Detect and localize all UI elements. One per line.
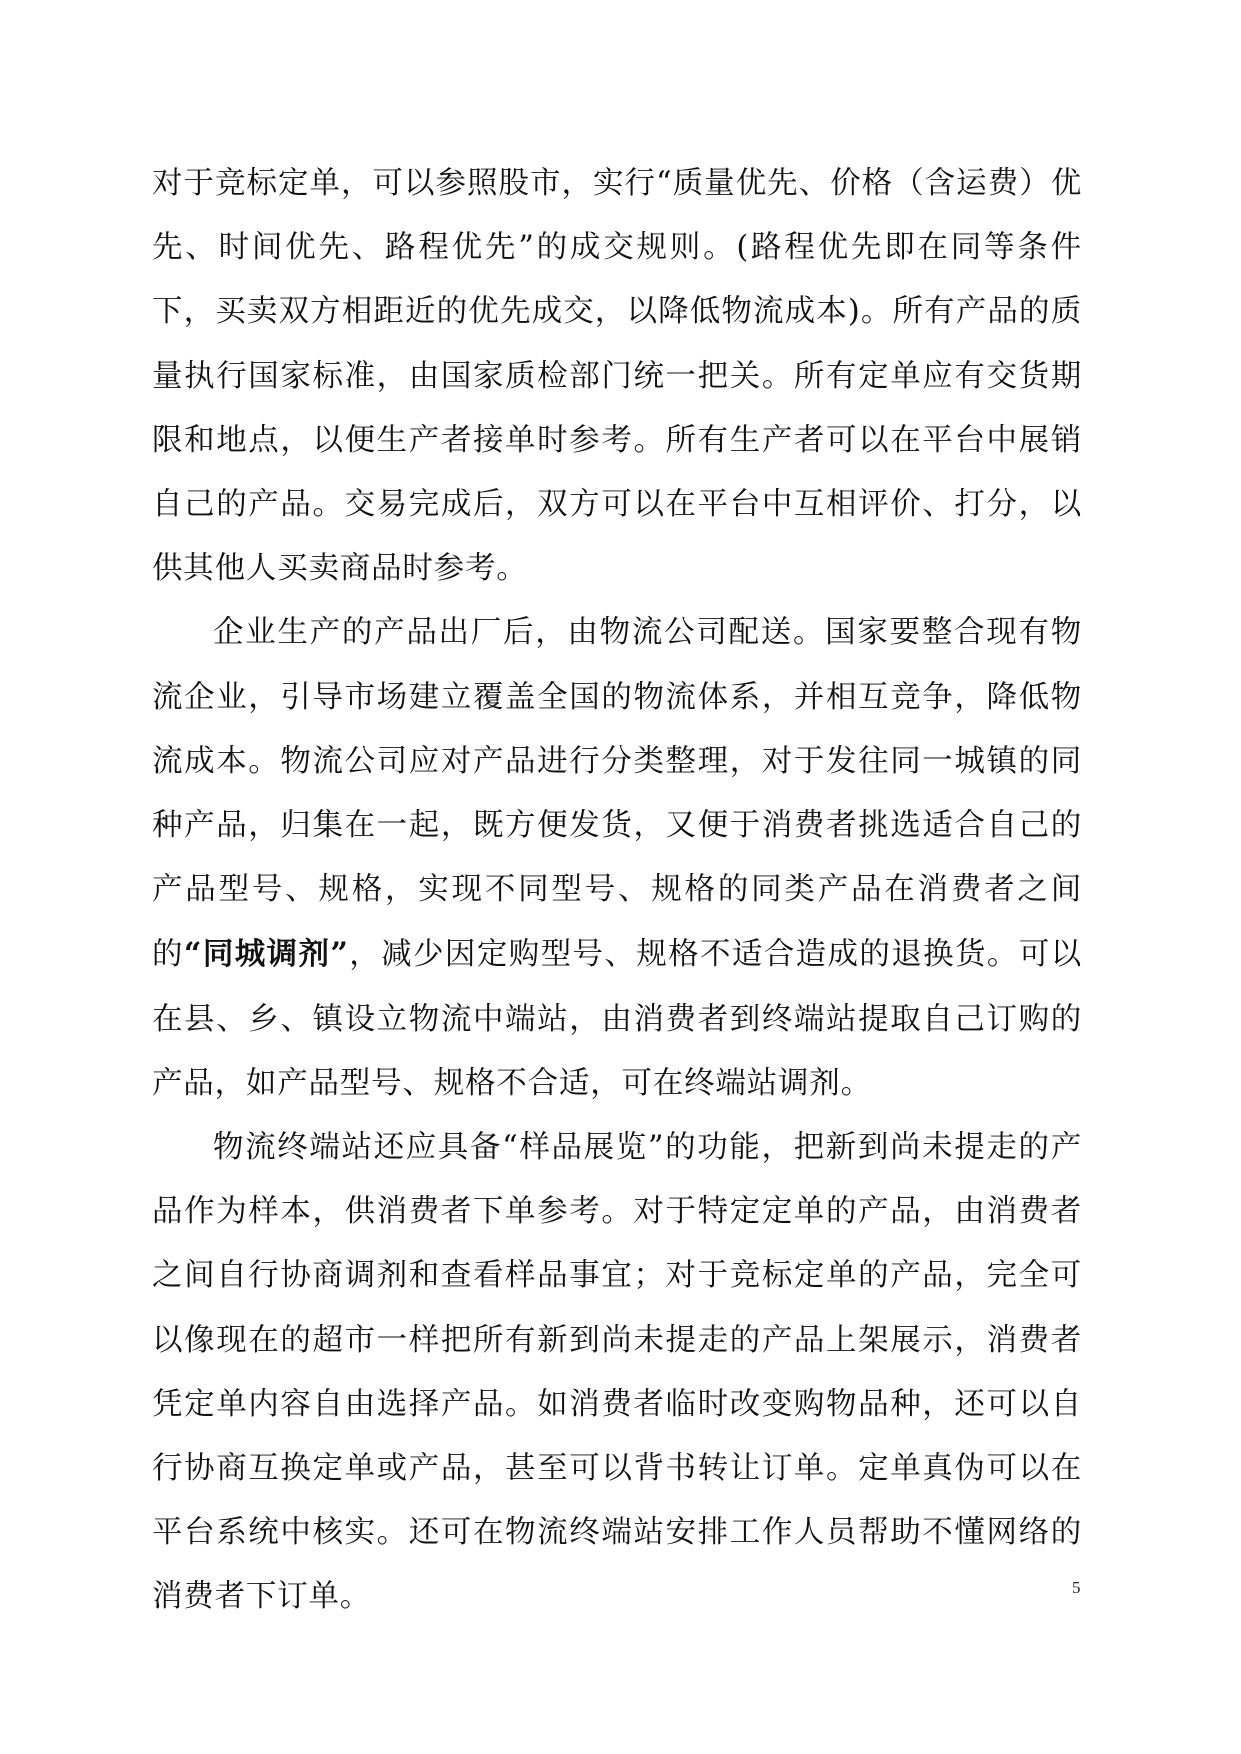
paragraph-3: 物流终端站还应具备“样品展览”的功能，把新到尚未提走的产品作为样本，供消费者下单参考。对于特定定单的产品，由消费者之间自行协商调剂和查看样品事宜；对于竞标定单的产品，完全可以像现在的超市一样把所有新到尚未提走的产品上架展示，消费者凭定单内容自由选择产品。如消费者临时改变购物品种，还可以自行协商互换定单或产品，甚至可以背书转让订单。定单真伪可以在平台系统中核实。还可在物流终端站安排工作人员帮助不懂网络的消费者下订单。 [152,1130,1082,1615]
paragraph-2-text-after: ，减少因定购型号、规格不适合造成的退换货。可以在县、乡、镇设立物流中端站，由消费者到终端站提取自己订购的产品，如产品型号、规格不合适，可在终端站调剂。 [152,937,1082,1101]
paragraph-2 [152,601,1082,1116]
paragraph-2-text-before: 企业生产的产品出厂后，由物流公司配送。国家要整合现有物流企业，引导市场建立覆盖全国的物流体系，并相互竞争，降低物流成本。物流公司应对产品进行分类整理，对于发往同一城镇的同种产品，归集在一起，既方便发货，又便于消费者挑选适合自己的产品型号、规格，实现不同型号、规格的同类产品在消费者之间的 [152,615,1082,973]
emphasis-same-city-adjustment: “同城调剂” [183,936,349,973]
body-text [152,152,1082,1630]
page-number: 5 [1072,1578,1081,1597]
paragraph-1: 对于竞标定单，可以参照股市，实行“质量优先、价格（含运费）优先、时间优先、路程优先”的成交规则。(路程优先即在同等条件下，买卖双方相距近的优先成交，以降低物流成本)。所有产品的质量执行国家标准，由国家质检部门统一把关。所有定单应有交货期限和地点，以便生产者接单时参考。所有生产者可以在平台中展销自己的产品。交易完成后，双方可以在平台中互相评价、打分，以供其他人买卖商品时参考。 [152,166,1082,587]
